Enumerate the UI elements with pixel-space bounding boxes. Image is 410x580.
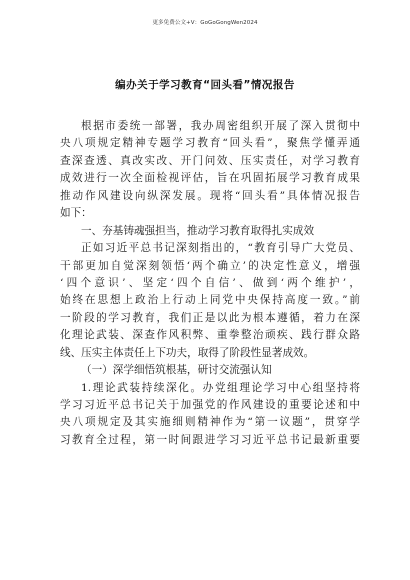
header-note: 更多免费公文+V：GoGoGongWen2024 — [152, 20, 258, 26]
body-line: 线、压实主体责任上下功夫，取得了阶段性显著成效。 — [60, 346, 315, 359]
body-line: ‘四个意识’、坚定‘四个自信’、做到‘两个维护’， — [60, 276, 360, 289]
body-line: 如下： — [60, 207, 92, 220]
body-line: 学习习近平总书记关于加强党的作风建设的重要论述和中 — [60, 399, 360, 411]
body-line: 正如习近平总书记深刻指出的，“教育引导广大党员、 — [81, 242, 360, 255]
document-title: 编办关于学习教育“回头看”情况报告 — [115, 79, 295, 91]
body-line: 推动作风建设向纵深发展。现将“回头看”具体情况报告 — [60, 189, 360, 202]
document-body — [60, 118, 360, 449]
subsection-heading: （一）深学细悟筑根基，研讨交流强认知 — [81, 364, 272, 377]
body-line: 根据市委统一部署，我办周密组织开展了深入贯彻中 — [81, 120, 360, 132]
body-line: 一阶段的学习教育，我们正是以此为根本遵循，着力在深 — [60, 311, 360, 324]
section-heading: 一、夯基铸魂强担当，推动学习教育取得扎实成效 — [81, 224, 315, 237]
body-line: 习教育全过程，第一时间跟进学习习近平总书记最新重要 — [60, 433, 360, 446]
body-line: 化理论武装、深查作风积弊、重拳整治顽疾、践行群众路 — [60, 329, 360, 342]
body-line: 央八项规定精神专题学习教育“回头看”，聚焦学懂弄通 — [60, 137, 360, 150]
body-line: 1.理论武装持续深化。办党组理论学习中心组坚持将 — [81, 381, 360, 394]
body-line: 干部更加自觉深刻领悟‘两个确立’的决定性意义，增强 — [60, 259, 360, 272]
body-line: 央八项规定及其实施细则精神作为“第一议题”，贯穿学 — [60, 416, 360, 429]
body-line: 成效进行一次全面检视评估，旨在巩固拓展学习教育成果 — [60, 172, 360, 185]
body-line: 查深查透、真改实改、开门问效、压实责任，对学习教育 — [60, 154, 360, 167]
body-line: 始终在思想上政治上行动上同党中央保持高度一致。”前 — [60, 294, 360, 307]
